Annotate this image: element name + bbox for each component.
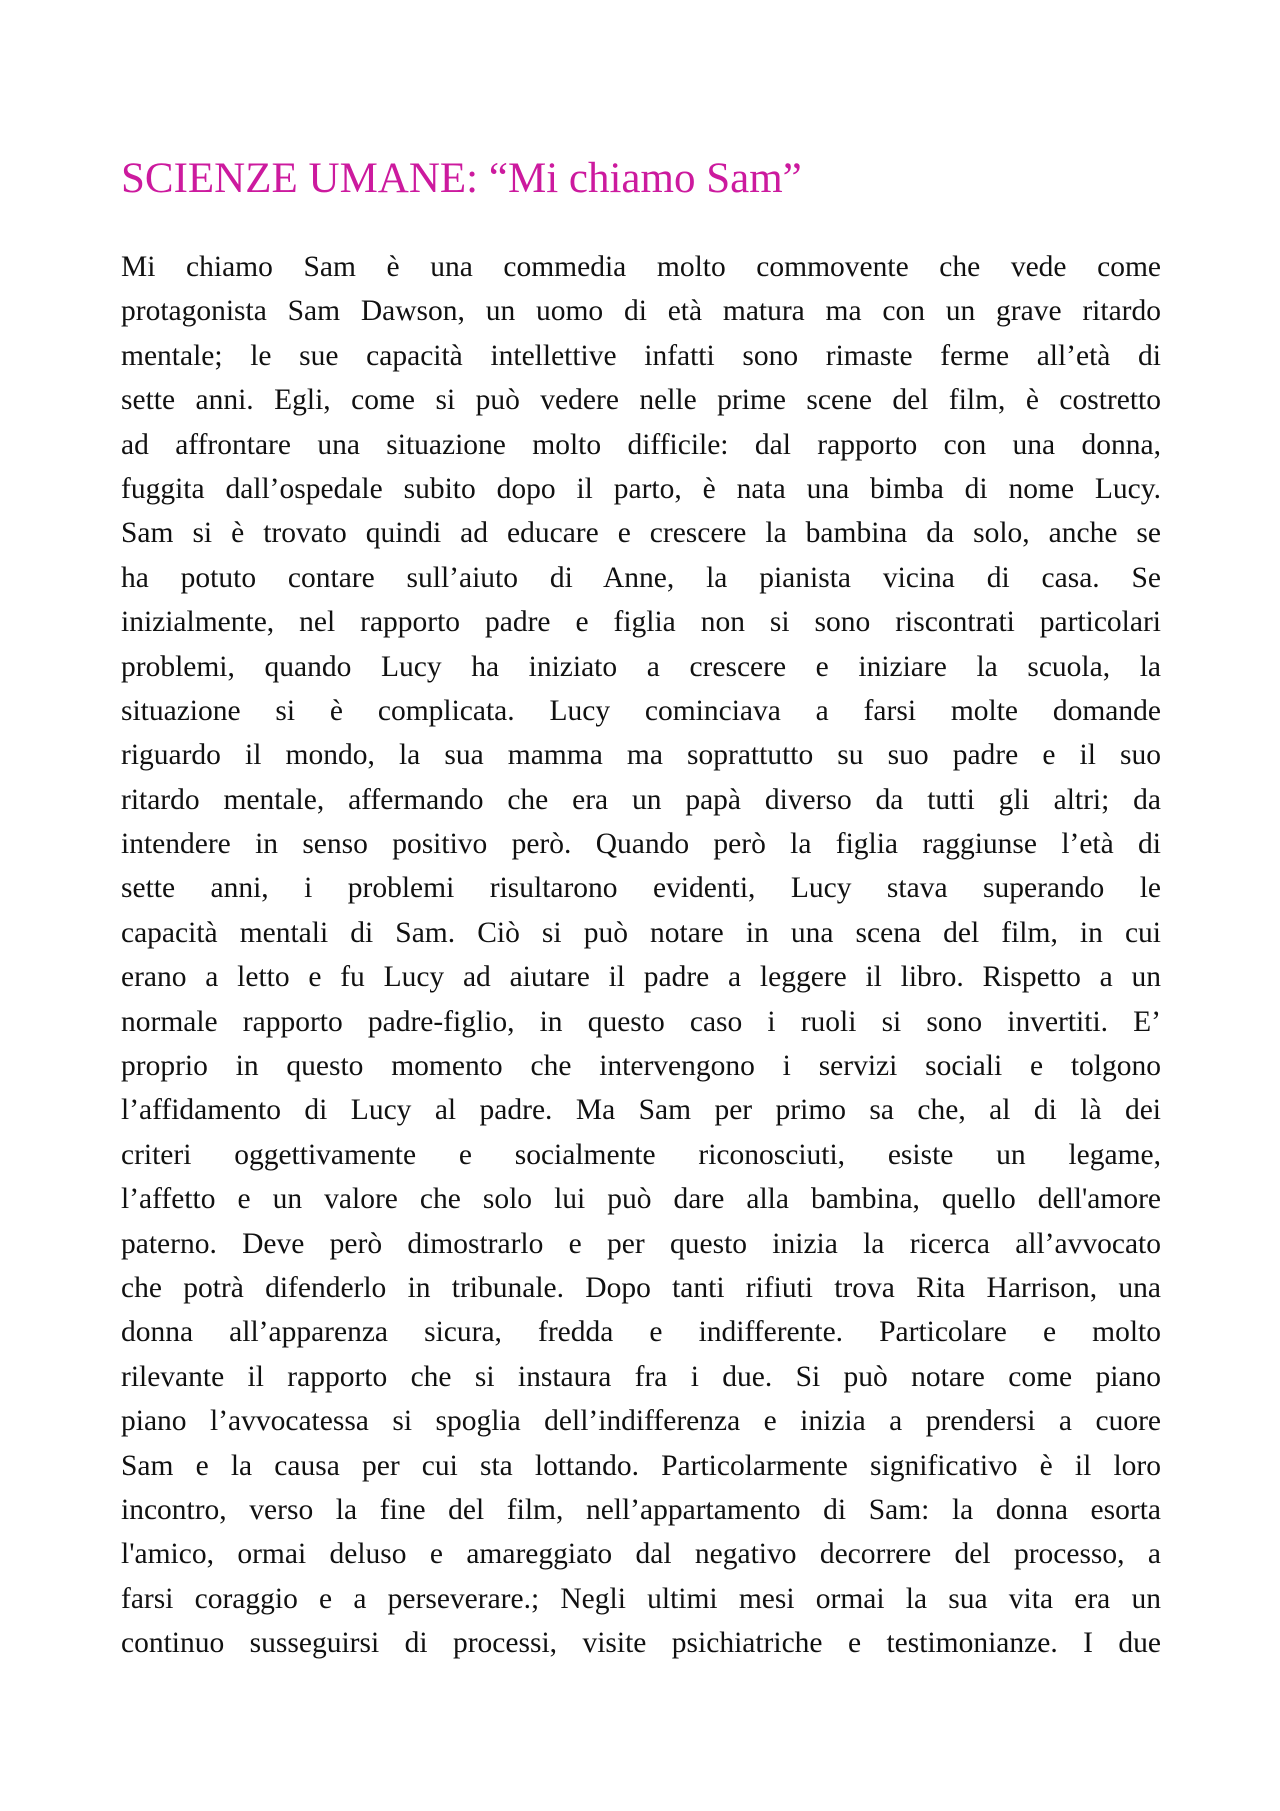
document-title: SCIENZE UMANE: “Mi chiamo Sam” <box>121 155 802 202</box>
text-line: proprio in questo momento che intervengono i servizi sociali e tolgono <box>121 1050 1161 1083</box>
text-line: protagonista Sam Dawson, un uomo di età matura ma con un grave ritardo <box>121 295 1161 328</box>
text-line: problemi, quando Lucy ha iniziato a crescere e iniziare la scuola, la <box>121 650 1161 683</box>
text-line: ad affrontare una situazione molto difficile: dal rapporto con una donna, <box>121 428 1161 461</box>
text-line: intendere in senso positivo però. Quando però la figlia raggiunse l’età di <box>121 828 1161 861</box>
text-line: l'amico, ormai deluso e amareggiato dal negativo decorrere del processo, a <box>121 1538 1161 1571</box>
text-line: continuo susseguirsi di processi, visite psichiatriche e testimonianze. I due <box>121 1627 1161 1660</box>
text-line: che potrà difenderlo in tribunale. Dopo tanti rifiuti trova Rita Harrison, una <box>121 1271 1161 1304</box>
text-line: l’affetto e un valore che solo lui può dare alla bambina, quello dell'amore <box>121 1183 1161 1216</box>
text-line: l’affidamento di Lucy al padre. Ma Sam per primo sa che, al di là dei <box>121 1094 1161 1127</box>
text-line: Sam e la causa per cui sta lottando. Particolarmente significativo è il loro <box>121 1449 1161 1482</box>
body-paragraph <box>121 245 1161 1666</box>
text-line: farsi coraggio e a perseverare.; Negli ultimi mesi ormai la sua vita era un <box>121 1582 1161 1615</box>
text-line: paterno. Deve però dimostrarlo e per questo inizia la ricerca all’avvocato <box>121 1227 1161 1260</box>
text-line: capacità mentali di Sam. Ciò si può notare in una scena del film, in cui <box>121 916 1161 949</box>
text-line: fuggita dall’ospedale subito dopo il parto, è nata una bimba di nome Lucy. <box>121 472 1161 505</box>
text-line: rilevante il rapporto che si instaura fra i due. Si può notare come piano <box>121 1360 1161 1393</box>
text-line: donna all’apparenza sicura, fredda e indifferente. Particolare e molto <box>121 1316 1161 1349</box>
text-line: riguardo il mondo, la sua mamma ma soprattutto su suo padre e il suo <box>121 739 1161 772</box>
text-line: mentale; le sue capacità intellettive infatti sono rimaste ferme all’età di <box>121 339 1161 372</box>
text-line: incontro, verso la fine del film, nell’appartamento di Sam: la donna esorta <box>121 1493 1161 1526</box>
text-line: sette anni, i problemi risultarono evidenti, Lucy stava superando le <box>121 872 1161 905</box>
text-line: piano l’avvocatessa si spoglia dell’indifferenza e inizia a prendersi a cuore <box>121 1405 1161 1438</box>
text-line: Sam si è trovato quindi ad educare e crescere la bambina da solo, anche se <box>121 517 1161 550</box>
text-line: normale rapporto padre-figlio, in questo caso i ruoli si sono invertiti. E’ <box>121 1005 1161 1038</box>
text-line: ha potuto contare sull’aiuto di Anne, la pianista vicina di casa. Se <box>121 561 1161 594</box>
text-line: inizialmente, nel rapporto padre e figlia non si sono riscontrati particolari <box>121 606 1161 639</box>
text-line: situazione si è complicata. Lucy cominciava a farsi molte domande <box>121 694 1161 727</box>
text-line: sette anni. Egli, come si può vedere nelle prime scene del film, è costretto <box>121 384 1161 417</box>
text-line: ritardo mentale, affermando che era un papà diverso da tutti gli altri; da <box>121 783 1161 816</box>
text-line: criteri oggettivamente e socialmente riconosciuti, esiste un legame, <box>121 1138 1161 1171</box>
text-line: erano a letto e fu Lucy ad aiutare il padre a leggere il libro. Rispetto a un <box>121 961 1161 994</box>
text-line: Mi chiamo Sam è una commedia molto commovente che vede come <box>121 251 1161 283</box>
